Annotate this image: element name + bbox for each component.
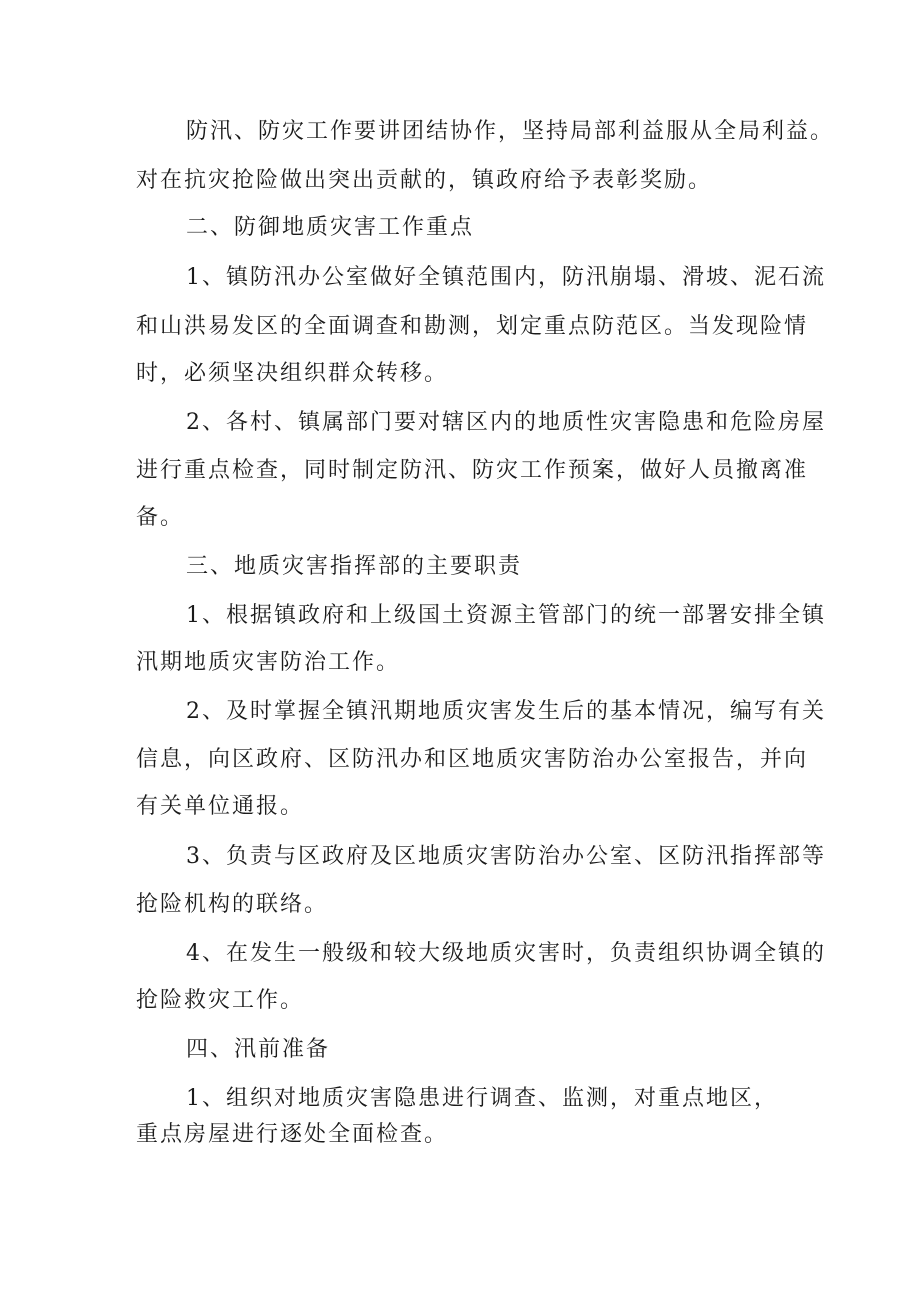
text-line: 和山洪易发区的全面调查和勘测，划定重点防范区。当发现险情 xyxy=(136,314,809,339)
text-line: 3、负责与区政府及区地质灾害防治办公室、区防汛指挥部等 xyxy=(186,844,826,869)
text-line: 时，必须坚决组织群众转移。 xyxy=(136,361,449,386)
text-line: 备。 xyxy=(136,505,185,530)
heading-text: 三、地质灾害指挥部的主要职责 xyxy=(186,554,523,579)
text-line: 4、在发生一般级和较大级地质灾害时，负责组织协调全镇的 xyxy=(186,941,826,966)
text-line: 1、镇防汛办公室做好全镇范围内，防汛崩塌、滑坡、泥石流 xyxy=(186,265,826,290)
text-line: 抢险救灾工作。 xyxy=(136,988,305,1013)
text-line: 抢险机构的联络。 xyxy=(136,892,329,917)
text-line: 重点房屋进行逐处全面检查。 xyxy=(136,1122,449,1147)
text-line: 2、及时掌握全镇汛期地质灾害发生后的基本情况，编写有关 xyxy=(186,699,826,724)
text-line: 信息，向区政府、区防汛办和区地质灾害防治办公室报告，并向 xyxy=(136,747,809,772)
text-line: 1、根据镇政府和上级国土资源主管部门的统一部署安排全镇 xyxy=(186,603,826,628)
text-line: 2、各村、镇属部门要对辖区内的地质性灾害隐患和危险房屋 xyxy=(186,410,826,435)
text-line: 有关单位通报。 xyxy=(136,794,305,819)
text-line: 对在抗灾抢险做出突出贡献的，镇政府给予表彰奖励。 xyxy=(136,168,713,193)
heading-text: 四、汛前准备 xyxy=(186,1037,331,1062)
text-line: 防汛、防灾工作要讲团结协作，坚持局部利益服从全局利益。 xyxy=(186,119,835,144)
text-line: 汛期地质灾害防治工作。 xyxy=(136,650,401,675)
heading-text: 二、防御地质灾害工作重点 xyxy=(186,215,475,240)
text-line: 1、组织对地质灾害隐患进行调查、监测，对重点地区， xyxy=(186,1086,778,1111)
text-line: 进行重点检查，同时制定防汛、防灾工作预案，做好人员撤离准 xyxy=(136,458,809,483)
